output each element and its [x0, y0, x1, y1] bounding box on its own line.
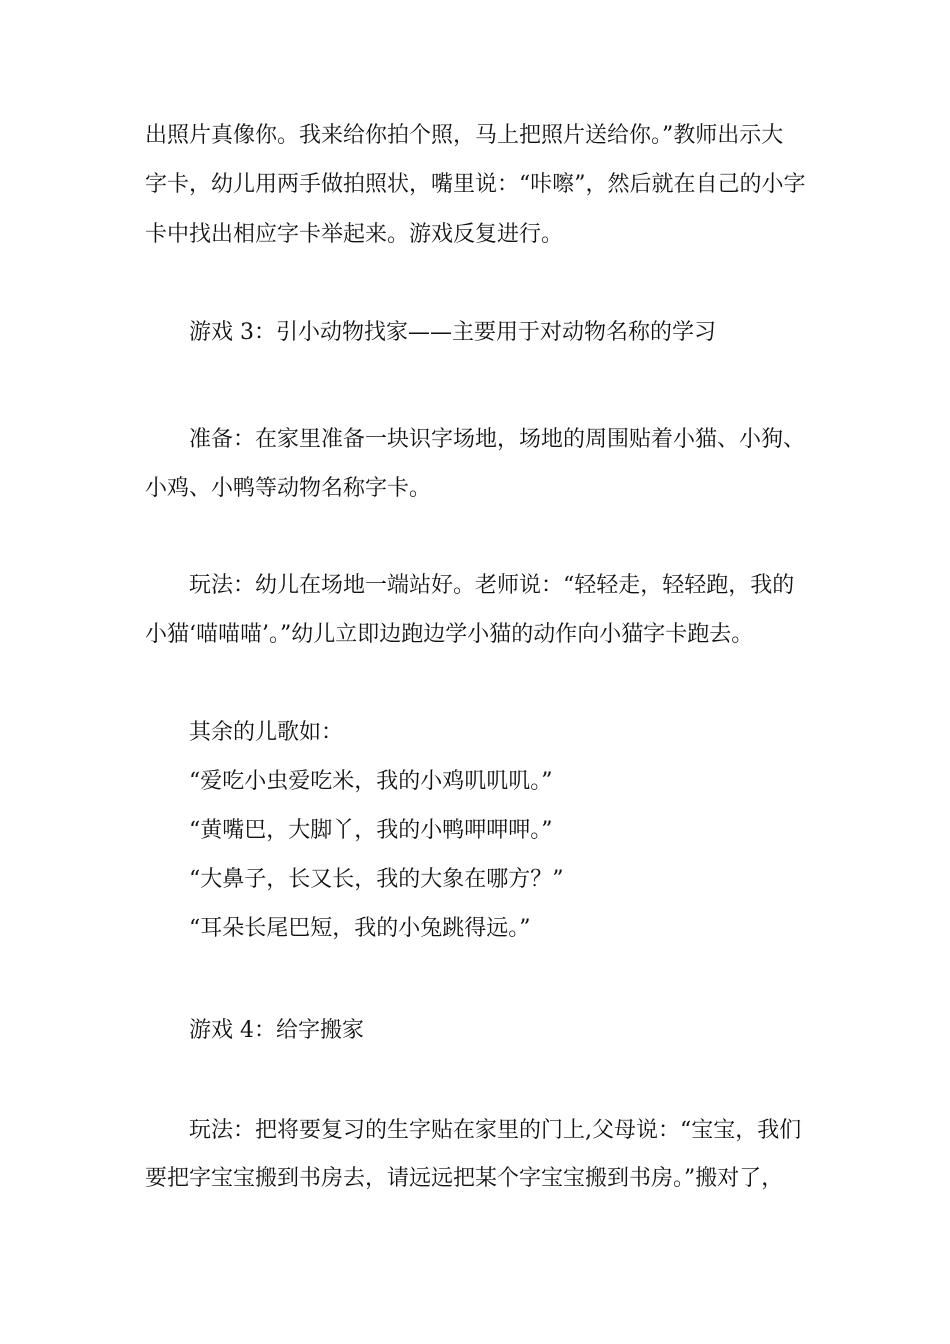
rhyme-line: “黄嘴巴，大脚丫，我的小鸭呷呷呷。”: [189, 818, 553, 843]
paragraph-line: 卡中找出相应字卡举起来。游戏反复进行。: [145, 222, 564, 247]
paragraph-line: 小猫‘喵喵喵’。”幼儿立即边跑边学小猫的动作向小猫字卡跑去。: [145, 622, 754, 647]
rhyme-line: “爱吃小虫爱吃米，我的小鸡叽叽叽。”: [189, 769, 553, 794]
paragraph-line: 玩法：幼儿在场地一端站好。老师说：“轻轻走，轻轻跑，我的: [189, 573, 795, 598]
rhyme-line: “大鼻子，长又长，我的大象在哪方？”: [189, 867, 564, 892]
section-heading: 游戏 4：给字搬家: [189, 1018, 364, 1043]
section-heading: 游戏 3：引小动物找家——主要用于对动物名称的学习: [189, 320, 716, 345]
paragraph-line: 要把字宝宝搬到书房去，请远远把某个字宝宝搬到书房。”搬对了，: [145, 1166, 784, 1191]
paragraph-line: 小鸡、小鸭等动物名称字卡。: [145, 476, 432, 501]
paragraph-line: 其余的儿歌如：: [189, 720, 344, 745]
paragraph-line: 字卡，幼儿用两手做拍照状，嘴里说：“咔嚓”，然后就在自己的小字: [145, 172, 806, 197]
paragraph-line: 玩法：把将要复习的生字贴在家里的门上,父母说：“宝宝，我们: [189, 1118, 802, 1143]
rhyme-line: “耳朵长尾巴短，我的小兔跳得远。”: [189, 916, 531, 941]
paragraph-line: 出照片真像你。我来给你拍个照，马上把照片送给你。”教师出示大: [145, 123, 784, 148]
paragraph-line: 准备：在家里准备一块识字场地，场地的周围贴着小猫、小狗、: [189, 427, 806, 452]
